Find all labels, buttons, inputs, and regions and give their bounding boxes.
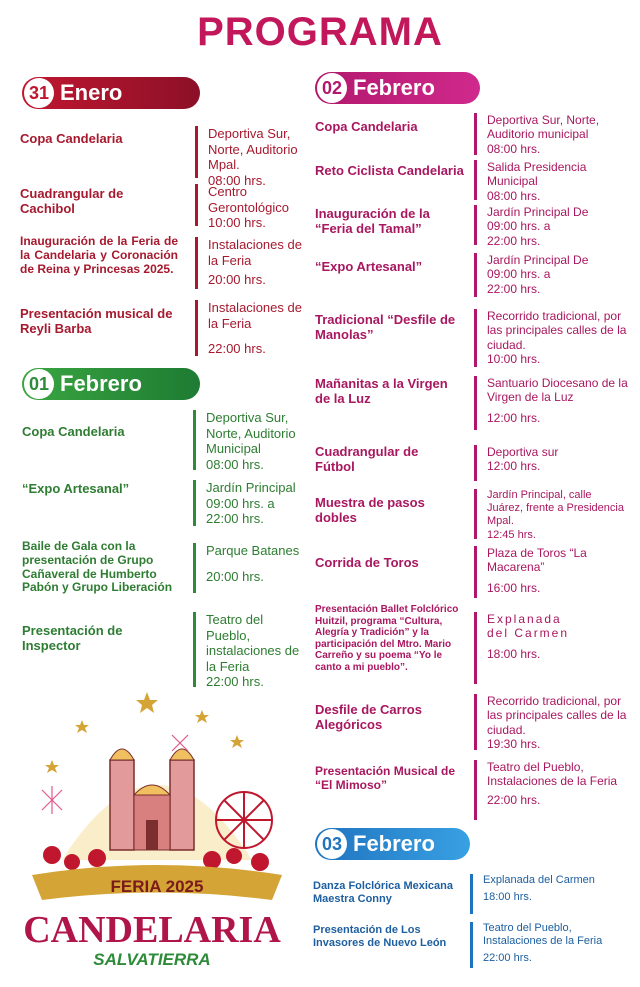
event-place: Instalaciones de la Feria bbox=[208, 237, 302, 268]
event-time: 12:00 hrs. bbox=[487, 459, 541, 474]
event-time: 22:00 hrs. bbox=[487, 281, 541, 296]
day-badge-02-febrero bbox=[315, 72, 480, 104]
event-place: Deportiva Sur, Norte, Auditorio Mpal. bbox=[208, 126, 298, 173]
event-location bbox=[470, 922, 625, 968]
event-location bbox=[474, 760, 624, 820]
event-name: “Expo Artesanal” bbox=[315, 259, 423, 274]
event-location bbox=[195, 237, 305, 289]
event-time: 22:00 hrs. bbox=[487, 233, 541, 248]
event-time: 22:00 hrs. bbox=[208, 341, 266, 357]
event-name: Inauguración de la Feria de la Candelaria y Coronación de Reina y Princesas 2025. bbox=[20, 234, 178, 276]
event-name: Copa Candelaria bbox=[315, 119, 418, 134]
event-time: 08:00 hrs. bbox=[487, 141, 541, 156]
event-place: Jardín Principal De 09:00 hrs. a bbox=[487, 253, 589, 282]
feria-year-label: FERIA 2025 bbox=[110, 877, 204, 896]
event-place: Teatro del Pueblo, instalaciones de la Feria bbox=[206, 612, 300, 674]
event-place: Jardín Principal, calle Juárez, frente a Presidencia Mpal. bbox=[487, 489, 624, 528]
event-name: Mañanitas a la Virgen de la Luz bbox=[315, 376, 448, 406]
day-badge-03-febrero bbox=[315, 828, 470, 860]
event-time: 20:00 hrs. bbox=[208, 272, 266, 288]
day-number: 31 bbox=[24, 78, 54, 108]
event-time: 10:00 hrs. bbox=[487, 352, 541, 367]
event-location bbox=[193, 410, 308, 470]
event-time: 20:00 hrs. bbox=[206, 568, 264, 584]
city-name: SALVATIERRA bbox=[93, 950, 211, 969]
day-number: 03 bbox=[317, 829, 347, 859]
event-location bbox=[193, 543, 308, 593]
day-month: Enero bbox=[60, 80, 123, 105]
event-time: 22:00 hrs. bbox=[487, 792, 541, 807]
event-name: Danza Folclórica Mexicana Maestra Conny bbox=[313, 880, 453, 905]
event-name: Copa Candelaria bbox=[22, 424, 125, 439]
event-location bbox=[474, 309, 632, 367]
day-badge-31-enero bbox=[22, 77, 200, 109]
event-location bbox=[470, 874, 625, 914]
event-place: Explanada del Carmen bbox=[487, 612, 570, 641]
event-name: Presentación Ballet Folclórico Huitzil, programa “Cultura, Alegría y Tradición” y la participación del Mtro. Mario Carreño y su poema “Yo le canto a mi pueblo”. bbox=[315, 604, 459, 673]
event-location bbox=[195, 126, 305, 188]
brand-name: CANDELARIA bbox=[23, 909, 281, 951]
event-time: 19:30 hrs. bbox=[487, 737, 541, 752]
event-place: Parque Batanes bbox=[206, 543, 300, 558]
event-time: 09:00 hrs. a 22:00 hrs. bbox=[206, 495, 275, 527]
event-location bbox=[474, 694, 632, 750]
day-month: Febrero bbox=[353, 831, 435, 856]
event-place: Plaza de Toros “La Macarena” bbox=[487, 546, 587, 575]
event-time: 18:00 hrs. bbox=[487, 646, 541, 661]
event-place: Jardín Principal bbox=[206, 480, 296, 495]
event-time: 22:00 hrs. bbox=[206, 674, 264, 690]
event-name: Tradicional “Desfile de Manolas” bbox=[315, 312, 456, 342]
event-time: 12:45 hrs. bbox=[487, 528, 536, 541]
event-time: 10:00 hrs. bbox=[208, 215, 266, 231]
event-name: Baile de Gala con la presentación de Grupo Cañaveral de Humberto Pabón y Grupo Liberación bbox=[22, 539, 173, 595]
event-time: 08:00 hrs. bbox=[206, 456, 264, 472]
event-place: Teatro del Pueblo, Instalaciones de la Feria bbox=[487, 760, 618, 789]
event-place: Explanada del Carmen bbox=[483, 874, 595, 886]
event-name: Copa Candelaria bbox=[20, 131, 123, 146]
event-name: Corrida de Toros bbox=[315, 555, 419, 570]
day-badge-01-febrero bbox=[22, 368, 200, 400]
page-title: PROGRAMA bbox=[197, 10, 443, 54]
event-name: Reto Ciclista Candelaria bbox=[315, 163, 464, 178]
event-location bbox=[474, 113, 624, 155]
event-location bbox=[195, 300, 305, 356]
event-place: Instalaciones de la Feria bbox=[208, 300, 302, 331]
event-location bbox=[474, 160, 624, 203]
event-place: Deportiva sur bbox=[487, 445, 559, 459]
day-month: Febrero bbox=[60, 371, 142, 396]
event-location bbox=[474, 376, 632, 430]
event-place: Deportiva Sur, Norte, Auditorio Municipal bbox=[206, 410, 296, 457]
event-name: Presentación de Inspector bbox=[22, 623, 123, 653]
event-location bbox=[474, 612, 624, 684]
event-name: Cuadrangular de Cachibol bbox=[20, 186, 124, 216]
event-location bbox=[474, 445, 624, 481]
day-month: Febrero bbox=[353, 75, 435, 100]
event-place: Centro Gerontológico bbox=[208, 184, 289, 215]
church-icon bbox=[110, 749, 194, 850]
event-place: Santuario Diocesano de la Virgen de la Luz bbox=[487, 376, 628, 405]
event-name: Presentación musical de Reyli Barba bbox=[20, 306, 173, 336]
event-place: Deportiva Sur, Norte, Auditorio municipal bbox=[487, 113, 600, 142]
event-place: Salida Presidencia Municipal bbox=[487, 160, 587, 189]
event-location bbox=[474, 253, 624, 297]
event-name: “Expo Artesanal” bbox=[22, 481, 130, 496]
ferris-wheel-icon bbox=[216, 792, 272, 848]
event-time: 22:00 hrs. bbox=[483, 952, 532, 965]
event-name: Presentación de Los Invasores de Nuevo León bbox=[313, 924, 447, 949]
event-name: Cuadrangular de Fútbol bbox=[315, 444, 419, 474]
event-time: 08:00 hrs. bbox=[487, 188, 541, 203]
event-time: 18:00 hrs. bbox=[483, 891, 532, 904]
event-name: Presentación Musical de “El Mimoso” bbox=[315, 764, 456, 792]
event-location bbox=[474, 489, 624, 539]
event-location bbox=[193, 480, 308, 526]
day-number: 01 bbox=[24, 369, 54, 399]
event-place: Recorrido tradicional, por las principales calles de la ciudad. bbox=[487, 694, 627, 737]
event-name: Muestra de pasos dobles bbox=[315, 495, 425, 525]
event-place: Jardín Principal De 09:00 hrs. a bbox=[487, 205, 589, 234]
event-location bbox=[474, 205, 624, 248]
event-time: 12:00 hrs. bbox=[487, 410, 541, 425]
event-location bbox=[474, 546, 624, 598]
event-place: Teatro del Pueblo, Instalaciones de la Feria bbox=[483, 922, 603, 948]
event-location bbox=[195, 184, 305, 231]
event-location bbox=[193, 612, 308, 690]
event-name: Desfile de Carros Alegóricos bbox=[315, 702, 422, 732]
star-icon bbox=[45, 692, 244, 773]
event-time: 16:00 hrs. bbox=[487, 580, 541, 595]
event-time: 08:00 hrs. bbox=[208, 172, 266, 188]
event-name: Inauguración de la “Feria del Tamal” bbox=[315, 206, 430, 236]
event-place: Recorrido tradicional, por las principales calles de la ciudad. bbox=[487, 309, 627, 352]
day-number: 02 bbox=[317, 73, 347, 103]
feria-candelaria-logo bbox=[22, 690, 292, 980]
